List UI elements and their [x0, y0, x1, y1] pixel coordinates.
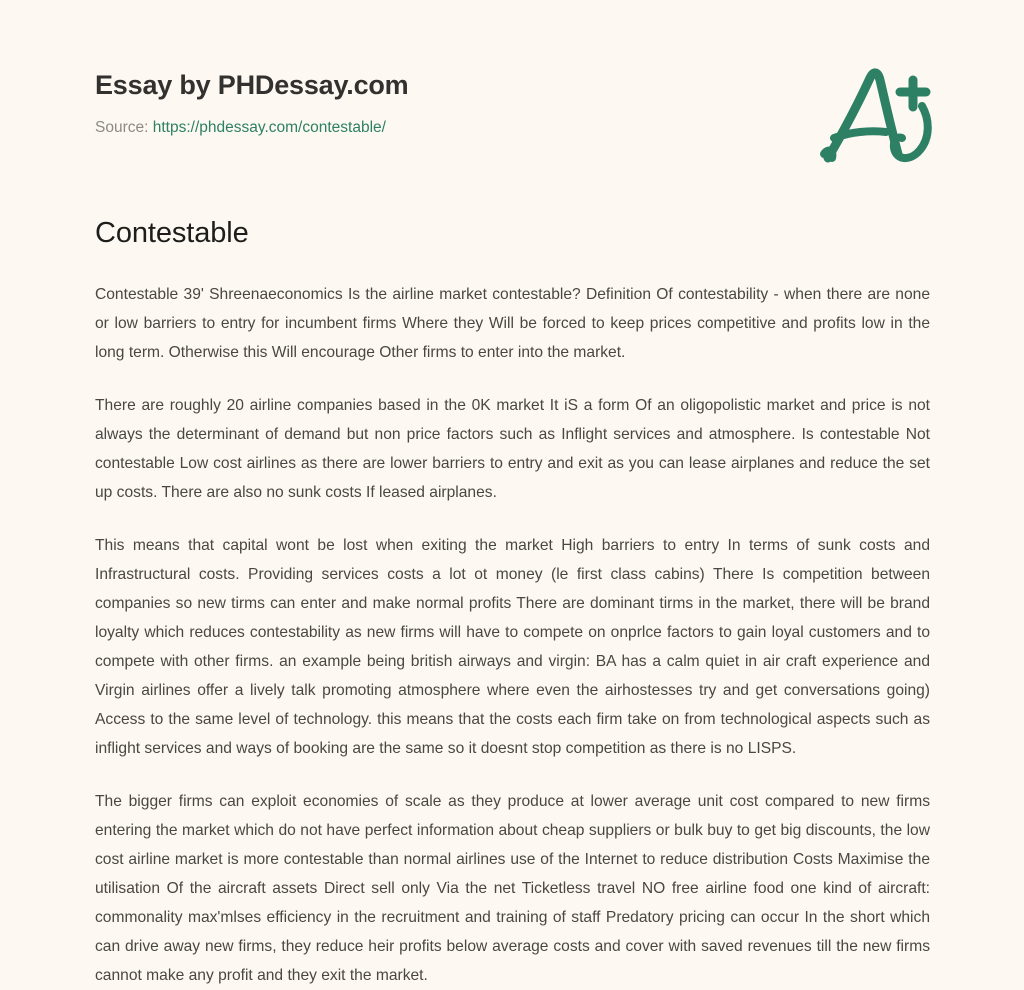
aplus-logo-icon	[812, 62, 942, 172]
page-header	[0, 0, 1024, 200]
article-paragraph: This means that capital wont be lost when exiting the market High barriers to entry In terms of sunk costs and Infrastructural costs. Providing services costs a lot ot money (le first class cabins) There Is competition between companies so new tirms can enter and make normal profits There are dominant tirms in the market, there will be brand loyalty which reduces contestability as new firms will have to compete on onprlce factors to gain loyal customers and to compete with other firms. an example being british airways and virgin: BA has a calm quiet in air craft experience and Virgin airlines offer a lively talk promoting atmosphere where even the airhostesses try and get conversations going) Access to the same level of technology. this means that the costs each firm take on from technological aspects such as inflight services and ways of booking are the same so it doesnt stop competition as there is no LISPS.	[95, 537, 930, 757]
article-paragraph: The bigger firms can exploit economies of scale as they produce at lower average unit cost compared to new firms entering the market which do not have perfect information about cheap suppliers or bulk buy to get big discounts, the low cost airline market is more contestable than normal airlines use of the Internet to reduce distribution Costs Maximise the utilisation Of the aircraft assets Direct sell only Via the net Ticketless travel NO free airline food one kind of aircraft: commonality max'mlses efficiency in the recruitment and training of staff Predatory pricing can occur In the short which can drive away new firms, they reduce heir profits below average costs and cover with saved revenues till the new firms cannot make any profit and they exit the market.	[95, 793, 930, 984]
article	[95, 213, 930, 990]
source-label: Source:	[95, 119, 149, 136]
article-paragraph: Contestable 39' Shreenaeconomics Is the airline market contestable? Definition Of contestability - when there are none or low barriers to entry for incumbent firms Where they Will be forced to keep prices competitive and profits low in the long term. Otherwise this Will encourage Other firms to enter into the market.	[95, 286, 930, 361]
aplus-logo-svg	[812, 62, 942, 172]
page-title: Contestable	[95, 217, 249, 249]
source-line	[95, 118, 409, 138]
brand-block	[95, 68, 409, 138]
article-body	[95, 280, 930, 990]
brand-title: Essay by PHDessay.com	[95, 70, 409, 100]
article-paragraph: There are roughly 20 airline companies based in the 0K market It iS a form Of an oligopolistic market and price is not always the determinant of demand but non price factors such as Inflight services and atmosphere. Is contestable Not contestable Low cost airlines as there are lower barriers to entry and exit as you can lease airplanes and reduce the set up costs. There are also no sunk costs If leased airplanes.	[95, 397, 930, 501]
source-url-link[interactable]: https://phdessay.com/contestable/	[152, 119, 386, 136]
